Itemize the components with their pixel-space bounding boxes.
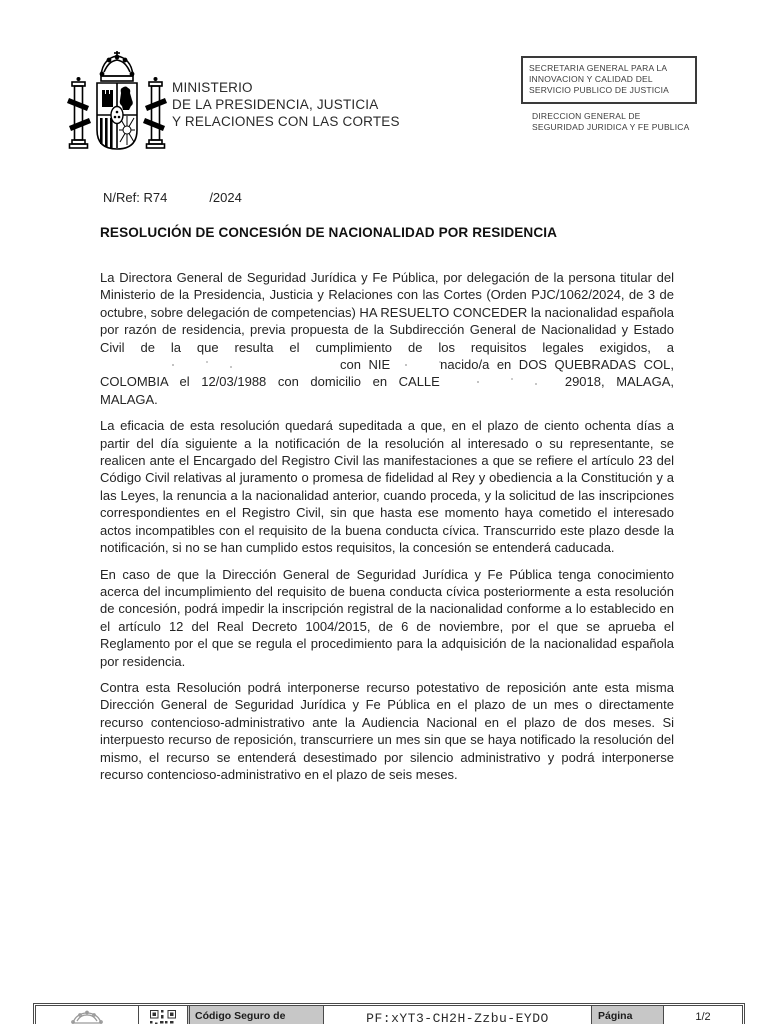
nie-label: con NIE — [340, 357, 391, 373]
reference-suffix: /2024 — [209, 190, 242, 205]
secretaria-line-3: SERVICIO PUBLICO DE JUSTICIA — [529, 85, 670, 95]
direccion-general-label — [532, 111, 690, 133]
secretaria-line-1: SECRETARIA GENERAL PARA LA — [529, 63, 668, 73]
secure-code-label: Código Seguro de — [187, 1006, 323, 1024]
paragraph-revocation: En caso de que la Dirección General de Seguridad Jurídica y Fe Pública tenga conocimiento acerca del incumplimiento del requisito de buena conducta cívica posteriormente a esta resolución de concesión, podrá impedir la inscripción registral de la nacionalidad conforme a lo establecido en el artículo 12 del Real Decreto 1004/2015, de 6 de noviembre, por el que se aprueba el Reglamento por el que se regula el procedimiento para la adquisición de la nacionalidad española por residencia. — [100, 566, 674, 669]
reference-number — [103, 190, 242, 205]
spain-coat-of-arms-icon — [64, 48, 170, 164]
page-number-label: Página — [591, 1006, 663, 1024]
direccion-line-1: DIRECCION GENERAL DE — [532, 111, 641, 121]
paragraph-appeals: Contra esta Resolución podrá interponerse recurso potestativo de reposición ante esta misma Dirección General de Seguridad Jurídica y Fe Pública en el plazo de un mes o directamente recurso contencioso-administrativo ante la Audiencia Nacional en el plazo de dos meses. Si interpuesto recurso de reposición, transcurriere un mes sin que se haya notificado la resolución del mismo, el recurso se entenderá desestimado por silencio administrativo y podrá interponerse recurso contencioso-administrativo en el plazo de seis meses. — [100, 679, 674, 782]
birth-and-address-text: nacido/a en DOS QUEBRADAS COL, COLOMBIA el 12/03/1988 con domicilio en CALLE — [100, 357, 674, 390]
grant-text: La Directora General de Seguridad Jurídica y Fe Pública, por delegación de la persona titular del Ministerio de la Presidencia, Justicia y Relaciones con las Cortes (Orden PJC/1062/2024, de 3 de octubre, sobre delegación de competencias) HA RESUELTO CONCEDER la nacionalidad española por razón de residencia, previa propuesta de la Subdirección General de Nacionalidad y Estado Civil de la que resulta el cumplimiento de los requisitos legales exigidos, a — [100, 270, 674, 355]
qr-code-icon — [138, 1006, 187, 1024]
document-body — [100, 269, 674, 792]
ministry-line-3: Y RELACIONES CON LAS CORTES — [172, 114, 400, 129]
ministry-name — [172, 79, 400, 130]
ministry-line-2: DE LA PRESIDENCIA, JUSTICIA — [172, 97, 379, 112]
secretaria-general-box — [521, 56, 697, 104]
verification-footer — [33, 1003, 745, 1024]
secure-verification-code: PF:xYT3-CH2H-Zzbu-EYDO — [323, 1006, 591, 1024]
page-number-value: 1/2 — [663, 1006, 742, 1024]
ministry-line-1: MINISTERIO — [172, 80, 253, 95]
redacted-nie-area — [390, 360, 440, 369]
page-title: RESOLUCIÓN DE CONCESIÓN DE NACIONALIDAD POR RESIDENCIA — [100, 225, 558, 240]
direccion-line-2: SEGURIDAD JURIDICA Y FE PUBLICA — [532, 122, 690, 132]
redacted-address-area — [440, 377, 565, 386]
paragraph-conditions: La eficacia de esta resolución quedará supeditada a que, en el plazo de ciento ochenta días a partir del día siguiente a la notificación de la resolución al interesado o su representante, se realicen ante el Encargado del Registro Civil las manifestaciones a que se refiere el artículo 23 del Código Civil relativas al juramento o promesa de fidelidad al Rey y obediencia a la Constitución y a las Leyes, la renuncia a la nacionalidad anterior, cuando proceda, y la solicitud de las inscripciones correspondientes en el Registro Civil, sin que hasta ese momento haya cometido el interesado actos incompatibles con el requisito de la buena conducta cívica. Transcurrido este plazo desde la notificación, si no se han cumplido estos requisitos, la concesión se entenderá caducada. — [100, 418, 674, 556]
secretaria-line-2: INNOVACION Y CALIDAD DEL — [529, 74, 653, 84]
reference-label: N/Ref: R74 — [103, 190, 168, 205]
city-text: 29018, MALAGA, MALAGA. — [100, 374, 674, 407]
redacted-name-area — [100, 360, 340, 369]
paragraph-grant — [100, 269, 674, 408]
footer-crown-emblem-icon — [36, 1006, 138, 1024]
